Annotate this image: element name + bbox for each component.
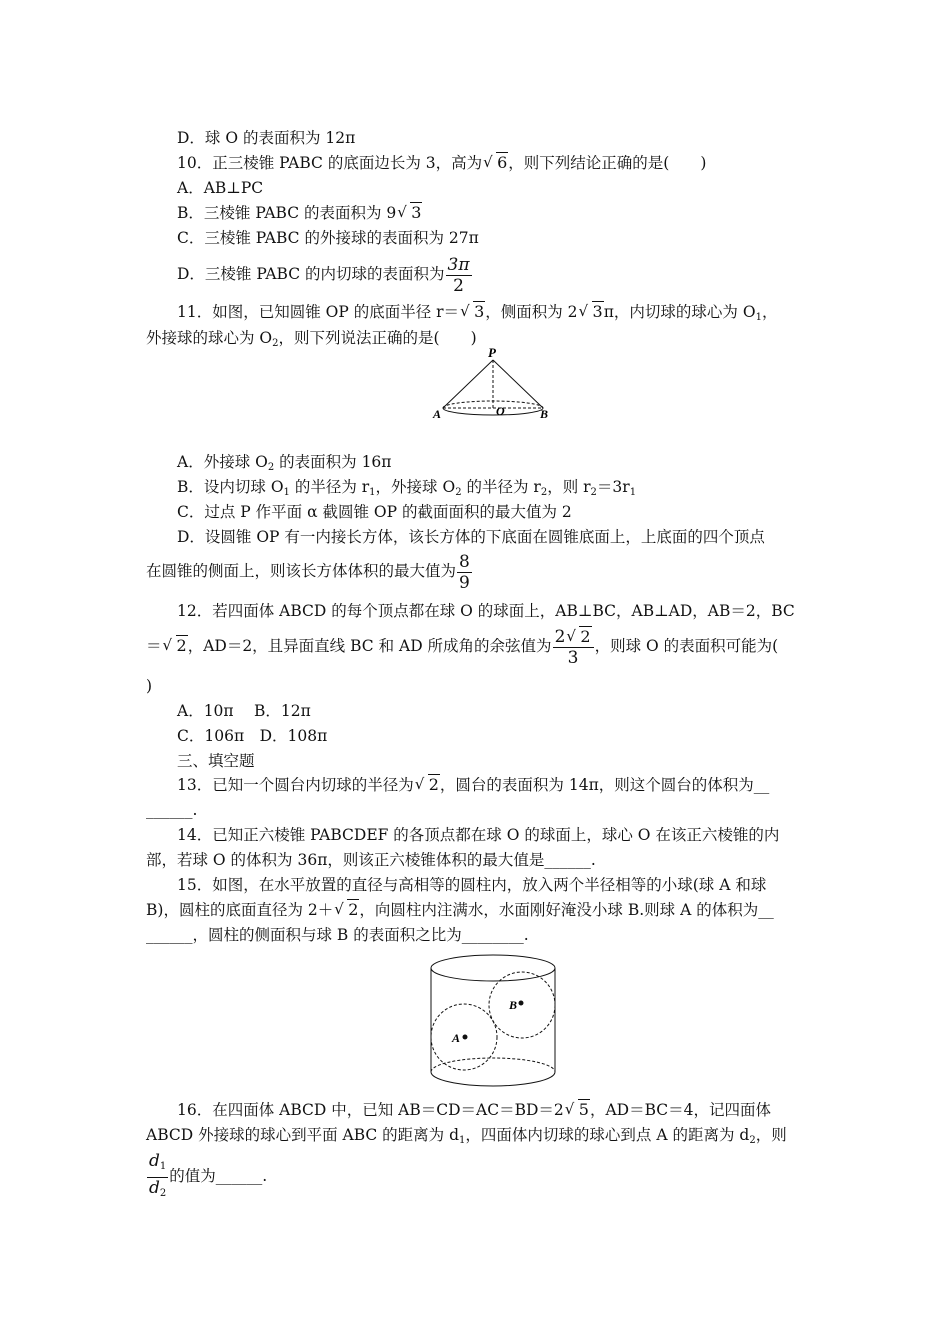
q15-line-3: ______，圆柱的侧面积与球 B 的表面积之比为________.: [146, 926, 529, 944]
q10-option-d-text: D．三棱锥 PABC 的内切球的表面积为: [177, 265, 445, 283]
q11-option-d-fraction: $\frac{8}{9}$: [459, 551, 470, 593]
q12-line-3: ): [146, 677, 153, 695]
q10-stem-radical: √ 6: [483, 153, 508, 173]
q11-option-d-line-2: 在圆锥的侧面上，则该长方体体积的最大值为 $\frac{8}{9}$: [146, 551, 470, 593]
q11-option-b: B．设内切球 $O_1$ 的半径为 $r_1$，外接球 $O_2$ 的半径为 $r_2$，则 $r_2=3r_1$: [177, 478, 637, 498]
q12-line-1: 12．若四面体 ABCD 的每个顶点都在球 O 的球面上，AB⊥BC，AB⊥AD，AB＝2，BC: [177, 602, 795, 620]
cone-label-o: O: [496, 404, 505, 418]
q9-option-d: D．球 O 的表面积为 12π: [177, 129, 356, 147]
q13-line-1: 13．已知一个圆台内切球的半径为√ 2，圆台的表面积为 14π，则这个圆台的体积为__: [177, 775, 769, 795]
q16-line-3: $\frac{d_1}{d_2}$ 的值为______.: [146, 1150, 267, 1204]
q16-d-fraction: $\frac{d_1}{d_2}$: [149, 1150, 167, 1199]
q11-area-radical: √ 3: [579, 302, 604, 322]
q10-stem: [177, 153, 706, 173]
q16-line-1: 16．在四面体 ABCD 中，已知 AB＝CD＝AC＝BD＝2√ 5，AD＝BC＝4，记四面体: [177, 1100, 771, 1120]
q10-option-b-text: B．三棱锥 PABC 的表面积为 9: [177, 204, 397, 222]
cylinder-bottom-back: [431, 1058, 555, 1072]
q10-stem-post: ，则下列结论正确的是( ): [508, 154, 707, 172]
q10-option-b-radical: √ 3: [397, 203, 422, 223]
cone-base-front: [443, 408, 543, 415]
cone-label-a: A: [433, 407, 442, 421]
q15-line-1: 15．如图，在水平放置的直径与高相等的圆柱内，放入两个半径相等的小球(球 A 和球: [177, 876, 767, 894]
cone-label-b: B: [540, 407, 549, 421]
q11-line-1: 11．如图，已知圆锥 OP 的底面半径 r＝√ 3，侧面积为 2√ 3π，内切球的球心为 $O_1$，: [177, 302, 777, 328]
q12-options-cd: C．106π D．108π: [177, 727, 328, 745]
q10-option-d: [177, 252, 473, 296]
q11-radius-radical: √ 3: [460, 302, 485, 322]
q12-bc-radical: √ 2: [163, 624, 188, 668]
q11-option-c: C．过点 P 作平面 α 截圆锥 OP 的截面面积的最大值为 2: [177, 503, 572, 521]
q10-option-d-fraction: $\frac{3\pi}{2}$: [447, 254, 470, 296]
cone-left-edge: [443, 360, 493, 408]
cone-figure: [425, 344, 565, 424]
cylinder-figure: [424, 950, 564, 1100]
q15-radical: √ 2: [334, 900, 359, 920]
q11-option-d-line-1: D．设圆锥 OP 有一内接长方体，该长方体的下底面在圆锥底面上，上底面的四个顶点: [177, 528, 765, 546]
q11-option-a: A．外接球 $O_2$ 的表面积为 16π: [177, 453, 392, 473]
ball-a-center: [463, 1035, 468, 1040]
ball-b-center: [519, 1001, 524, 1006]
q10-option-c: C．三棱锥 PABC 的外接球的表面积为 27π: [177, 229, 479, 247]
q13-line-2: ______.: [146, 801, 198, 819]
cylinder-top: [431, 955, 555, 981]
q13-radical: √ 2: [415, 775, 440, 795]
q12-options-ab: A．10π B．12π: [177, 702, 311, 720]
q14-line-1: 14．已知正六棱锥 PABCDEF 的各顶点都在球 O 的球面上，球心 O 在该正六棱锥的内: [177, 826, 780, 844]
q12-line-2: ＝√ 2，AD＝2，且异面直线 BC 和 AD 所成角的余弦值为 $\frac{2√ 2}{3}$ ，则球 O 的表面积可能为(: [146, 624, 778, 668]
q10-option-a: A．AB⊥PC: [177, 179, 264, 197]
section-fill-in-heading: 三、填空题: [177, 752, 255, 770]
q10-stem-pre: 10．正三棱锥 PABC 的底面边长为 3，高为: [177, 154, 483, 172]
cone-right-edge: [493, 360, 543, 408]
q14-line-2: 部，若球 O 的体积为 36π，则该正六棱锥体积的最大值是______.: [146, 851, 596, 869]
q16-radical: √ 5: [565, 1100, 590, 1120]
q15-line-2: B)，圆柱的底面直径为 2＋√ 2，向圆柱内注满水，水面刚好淹没小球 B.则球 A 的体积为__: [146, 900, 774, 920]
ball-a-label: A: [452, 1031, 461, 1045]
ball-b-label: B: [509, 998, 518, 1012]
cylinder-bottom-front: [431, 1072, 555, 1086]
q11-line-2: 外接球的球心为 $O_2$，则下列说法正确的是( ): [146, 329, 477, 349]
q16-line-2: ABCD 外接球的球心到平面 ABC 的距离为 $d_1$，四面体内切球的球心到点 A 的距离为 $d_2$，则: [146, 1126, 787, 1146]
cone-label-p: P: [488, 345, 496, 360]
q10-option-b: [177, 203, 422, 223]
q12-cos-fraction: $\frac{2√ 2}{3}$: [553, 627, 594, 668]
